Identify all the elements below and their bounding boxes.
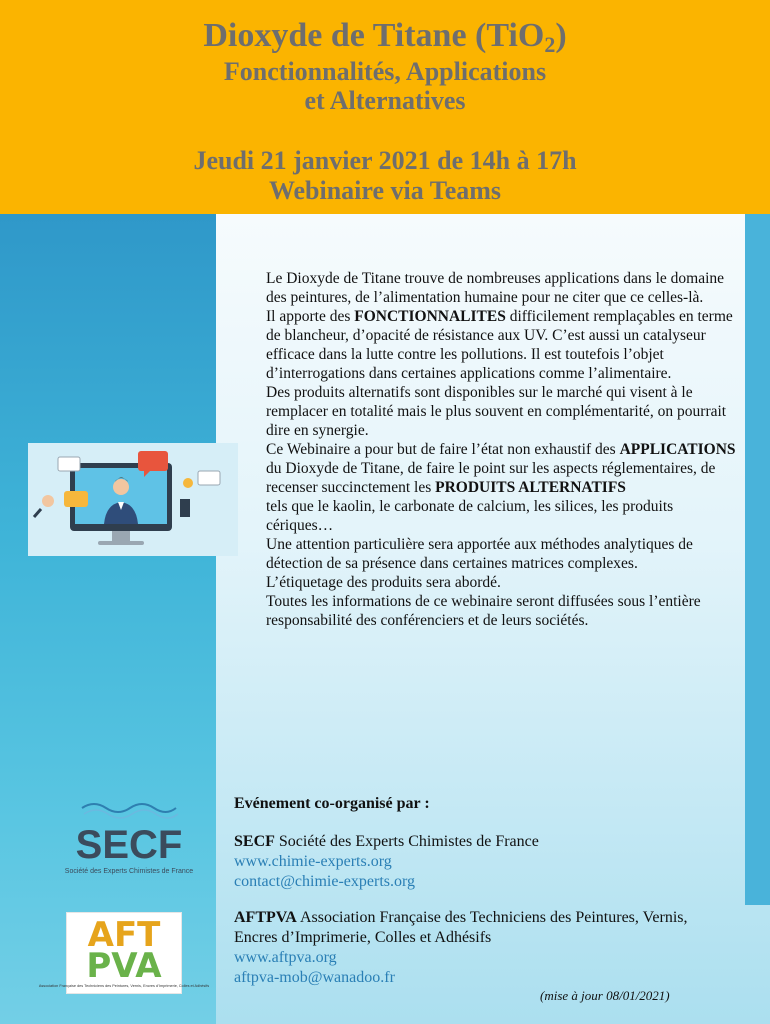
secf-name: Société des Experts Chimistes de France [274, 833, 539, 850]
keyword-applications: APPLICATIONS [619, 441, 736, 458]
aftpva-logo-caption: Association Française des Techniciens des Peintures, Vernis, Encres d’Imprimerie, Colles et Adhésifs [38, 984, 210, 988]
p2-pre: Il apporte des [266, 308, 355, 325]
update-note: (mise à jour 08/01/2021) [540, 988, 670, 1003]
keyword-fonctionnalites: FONCTIONNALITES [354, 308, 506, 325]
description-text [266, 269, 736, 630]
paragraph-intro: Le Dioxyde de Titane trouve de nombreuses applications dans le domaine des peintures, de l’alimentation humaine pour ne citer que ce celles-là. [266, 270, 725, 306]
right-color-stripe [745, 214, 770, 905]
paragraph-webinaire [266, 440, 736, 535]
lightbulb-icon [183, 478, 193, 488]
title-main: Dioxyde de Titane (TiO [203, 17, 545, 54]
chart-card-icon [198, 471, 220, 485]
secf-logo-caption: Société des Experts Chimistes de France [64, 868, 194, 875]
aftpva-logo-top: AFT [87, 915, 161, 955]
event-date-block [0, 146, 770, 206]
secf-logo-text: SECF [75, 823, 183, 867]
aftpva-contact-block [234, 908, 704, 988]
p4-pre: Ce Webinaire a pour but de faire l’état non exhaustif des [266, 441, 620, 458]
keyword-produits-alternatifs: PRODUITS ALTERNATIFS [435, 479, 626, 496]
paragraph-methodes: Une attention particulière sera apportée aux méthodes analytiques de détection de sa présence dans certaines matrices complexes. [266, 536, 693, 572]
paragraph-etiquetage: L’étiquetage des produits sera abordé. [266, 574, 501, 591]
title-subscript: 2 [544, 32, 556, 57]
p4-mid: du Dioxyde de Titane, de faire le point sur les aspects réglementaires, de recenser succinctement les [266, 460, 716, 496]
document-icon [58, 457, 80, 471]
secf-logo-svg [54, 800, 204, 880]
subtitle [0, 57, 770, 115]
aftpva-logo [38, 912, 210, 994]
title-close: ) [555, 17, 567, 54]
page-title [0, 16, 770, 56]
chat-bubble-icon [138, 451, 168, 471]
p4-post: tels que le kaolin, le carbonate de calcium, les silices, les produits cériques… [266, 498, 674, 534]
subtitle-line1: Fonctionnalités, Applications [223, 57, 547, 86]
webinar-illustration-svg [28, 443, 238, 556]
aftpva-logo-svg [38, 913, 210, 993]
aftpva-website-link[interactable]: www.aftpva.org [234, 949, 337, 966]
webinar-illustration [28, 443, 238, 556]
header-banner [0, 0, 770, 214]
monitor-base [98, 541, 144, 545]
left-color-bar [0, 214, 216, 1024]
secf-logo [54, 800, 204, 880]
magnifier-handle [34, 509, 41, 517]
secf-contact-block [234, 832, 714, 892]
aftpva-email-link[interactable]: aftpva-mob@wanadoo.fr [234, 969, 395, 986]
monitor-stand [112, 531, 130, 541]
aftpva-acronym: AFTPVA [234, 909, 297, 926]
aftpva-logo-bottom: PVA [86, 946, 162, 986]
coorganizers-label: Evénement co-organisé par : [234, 795, 430, 812]
subtitle-line2: et Alternatives [304, 86, 466, 115]
aftpva-name: Association Française des Techniciens des Peintures, Vernis, Encres d’Imprimerie, Colles et Adhésifs [234, 909, 688, 946]
aftpva-name-line [234, 908, 704, 948]
secf-acronym: SECF [234, 833, 275, 850]
secf-wave-icon [82, 804, 176, 812]
message-bubble-icon [64, 491, 88, 507]
pen-holder-icon [180, 499, 190, 517]
paragraph-responsabilite: Toutes les informations de ce webinaire seront diffusées sous l’entière responsabilité des conférenciers et de leurs sociétés. [266, 593, 701, 629]
paragraph-fonctionnalites [266, 307, 736, 383]
secf-name-line [234, 832, 714, 852]
paragraph-alternatives: Des produits alternatifs sont disponibles sur le marché qui visent à le remplacer en totalité mais le plus souvent en complémentarité, on pourrait dire en synergie. [266, 384, 727, 439]
secf-website-link[interactable]: www.chimie-experts.org [234, 853, 392, 870]
event-venue: Webinaire via Teams [268, 176, 502, 205]
magnifier-icon [42, 495, 54, 507]
p2-post: difficilement remplaçables en terme de blancheur, d’opacité de résistance aux UV. C’est aussi un catalyseur efficace dans la lutte contre les pollutions. Il est toutefois l’objet d’interrogations dans certaines applications comme l’alimentaire. [266, 308, 733, 382]
secf-email-link[interactable]: contact@chimie-experts.org [234, 873, 416, 890]
event-date: Jeudi 21 janvier 2021 de 14h à 17h [193, 146, 577, 175]
